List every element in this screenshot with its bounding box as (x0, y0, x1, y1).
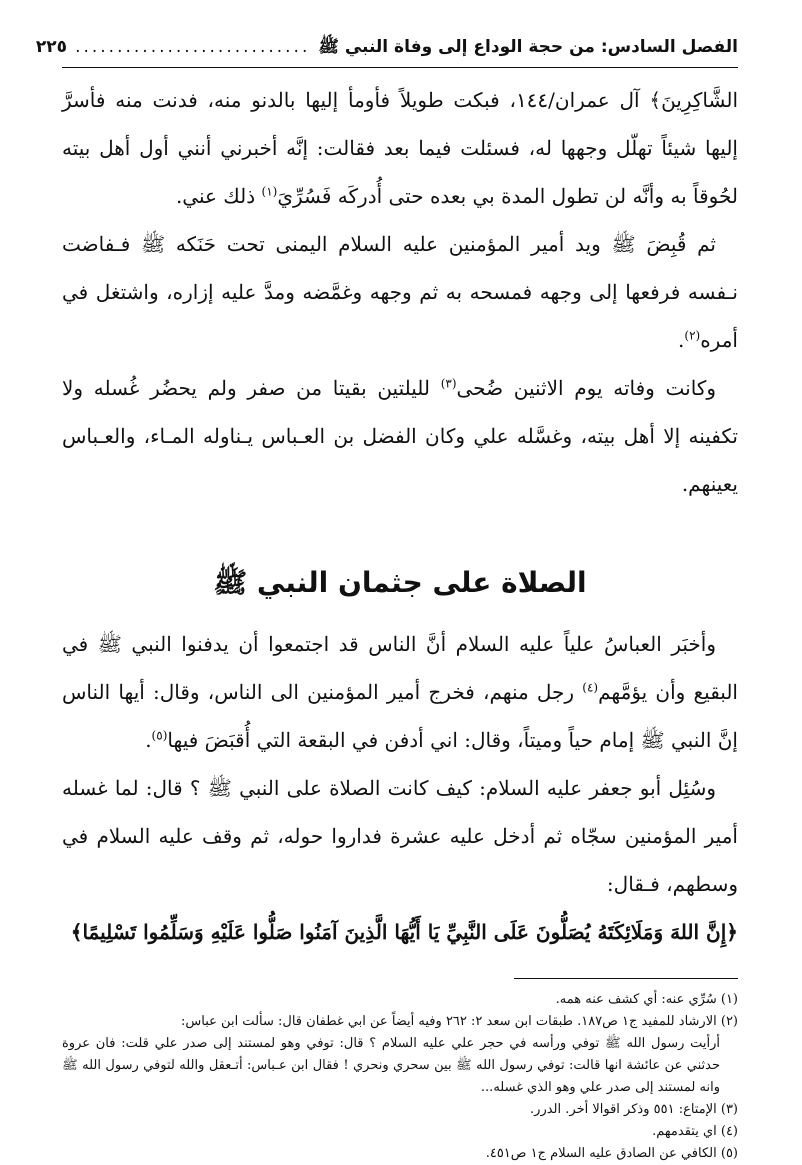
footnote-rule (514, 978, 738, 979)
paragraph-1: الشَّاكِرِينَ﴾ آل عمران/١٤٤، فبكت طويلاً فأومأ إليها بالدنو منه، فدنت منه فأسرَّ إليها شيئاً تهلّل وجهها له، فسئلت فيما بعد فقالت: إنَّه أخبرني أنني أول أهل بيته لحُوقاً به وأنَّه لن تطول المدة بي بعده حتى أُدركَه فَسُرِّيَ$^{(١)}$ ذلك عني. (62, 88, 738, 208)
quran-verse: ﴿إِنَّ اللهَ وَمَلَائِكَتَهُ يُصَلُّونَ عَلَى النَّبِيِّ يَا أَيُّهَا الَّذِينَ آمَنُوا صَلُّوا عَلَيْهِ وَسَلِّمُوا تَسْلِيمًا﴾ (70, 920, 738, 944)
section-paragraph-2: وسُئِل أبو جعفر عليه السلام: كيف كانت الصلاة على النبي ﷺ ؟ قال: لما غسله أمير المؤمنين سجّاه ثم أدخل عليه عشرة فداروا حوله، ثم وقف عليه السلام في وسطهم، فـقال: (62, 776, 738, 896)
footnote-ref-2: (٢) (684, 328, 701, 343)
running-header (35, 36, 738, 61)
header-leader-dots: ............................ (75, 37, 311, 57)
footnote-4: (٤) اي يتقدمهم. (652, 1124, 738, 1139)
chapter-title: الفصل السادس: من حجة الوداع إلى وفاة النبي ﷺ (318, 37, 738, 57)
footnote-1: (١) سُرِّي عنه: أي كشف عنه همه. (555, 992, 738, 1007)
footnote-ref-4: (٤) (582, 680, 599, 695)
footnote-2-continuation: أرأيت رسول الله ﷺ توفي ورأسه في حجر علي عليه السلام ؟ قال: توفي وهو لمستند إلى صدر علي قلت: فان عروة حدثني عن عائشة انها قالت: توفي رسول الله ﷺ بين سحري ونحري ! فقال ابن عـباس: أتـعقل والله لتوفي رسول الله ﷺ وانه لمستند إلى صدر علي وهو الذي غسله... (62, 1036, 720, 1095)
paragraph-3: وكانت وفاته يوم الاثنين ضُحى$^{(٣)}$ لليلتين بقيتا من صفر ولم يحضُر غُسله ولا تكفينه إلا أهل بيته، وغسَّله علي وكان الفضل بن العـباس يـناوله المـاء، والعـباس يعينهم. (62, 376, 738, 496)
footnote-ref-5: (٥) (151, 728, 168, 743)
header-rule (62, 67, 738, 68)
footnote-ref-1: (١) (261, 184, 278, 199)
section-text (62, 620, 738, 956)
page-number: ٢٢٥ (35, 37, 68, 57)
main-text (62, 76, 738, 508)
section-heading: الصلاة على جثمان النبي ﷺ (213, 566, 587, 599)
footnote-3: (٣) الإمتاع: ٥٥١ وذكر اقوالا أخر. الدرر. (530, 1102, 738, 1117)
footnote-2: (٢) الارشاد للمفيد ج١ ص١٨٧. طبقات ابن سعد ٢: ٢٦٢ وفيه أيضاً عن ابي غطفان قال: سألت ابن عباس: (181, 1014, 738, 1029)
footnote-ref-3: (٣) (440, 376, 457, 391)
book-page (35, 36, 738, 1165)
paragraph-2: ثم قُبِضَ ﷺ ويد أمير المؤمنين عليه السلام اليمنى تحت حَنَكه ﷺ فـفاضت نـفسه فرفعها إلى وجهه فمسحه به ثم وجهه وغمَّضه ومدَّ عليه إزاره، واشتغل في أمره$^{(٢)}$. (62, 232, 738, 352)
footnote-5: (٥) الكافي عن الصادق عليه السلام ج١ ص٤٥١. (485, 1146, 738, 1161)
section-paragraph-1: وأخبَر العباسُ علياً عليه السلام أنَّ الناس قد اجتمعوا أن يدفنوا النبي ﷺ في البقيع وأن يؤمَّهم$^{(٤)}$ رجل منهم، فخرج أمير المؤمنين الى الناس، وقال: أيها الناس إنَّ النبي ﷺ إمام حياً وميتاً، وقال: اني أدفن في البقعة التي أُقبَضَ فيها$^{(٥)}$. (62, 632, 738, 752)
footnotes (62, 989, 738, 1165)
